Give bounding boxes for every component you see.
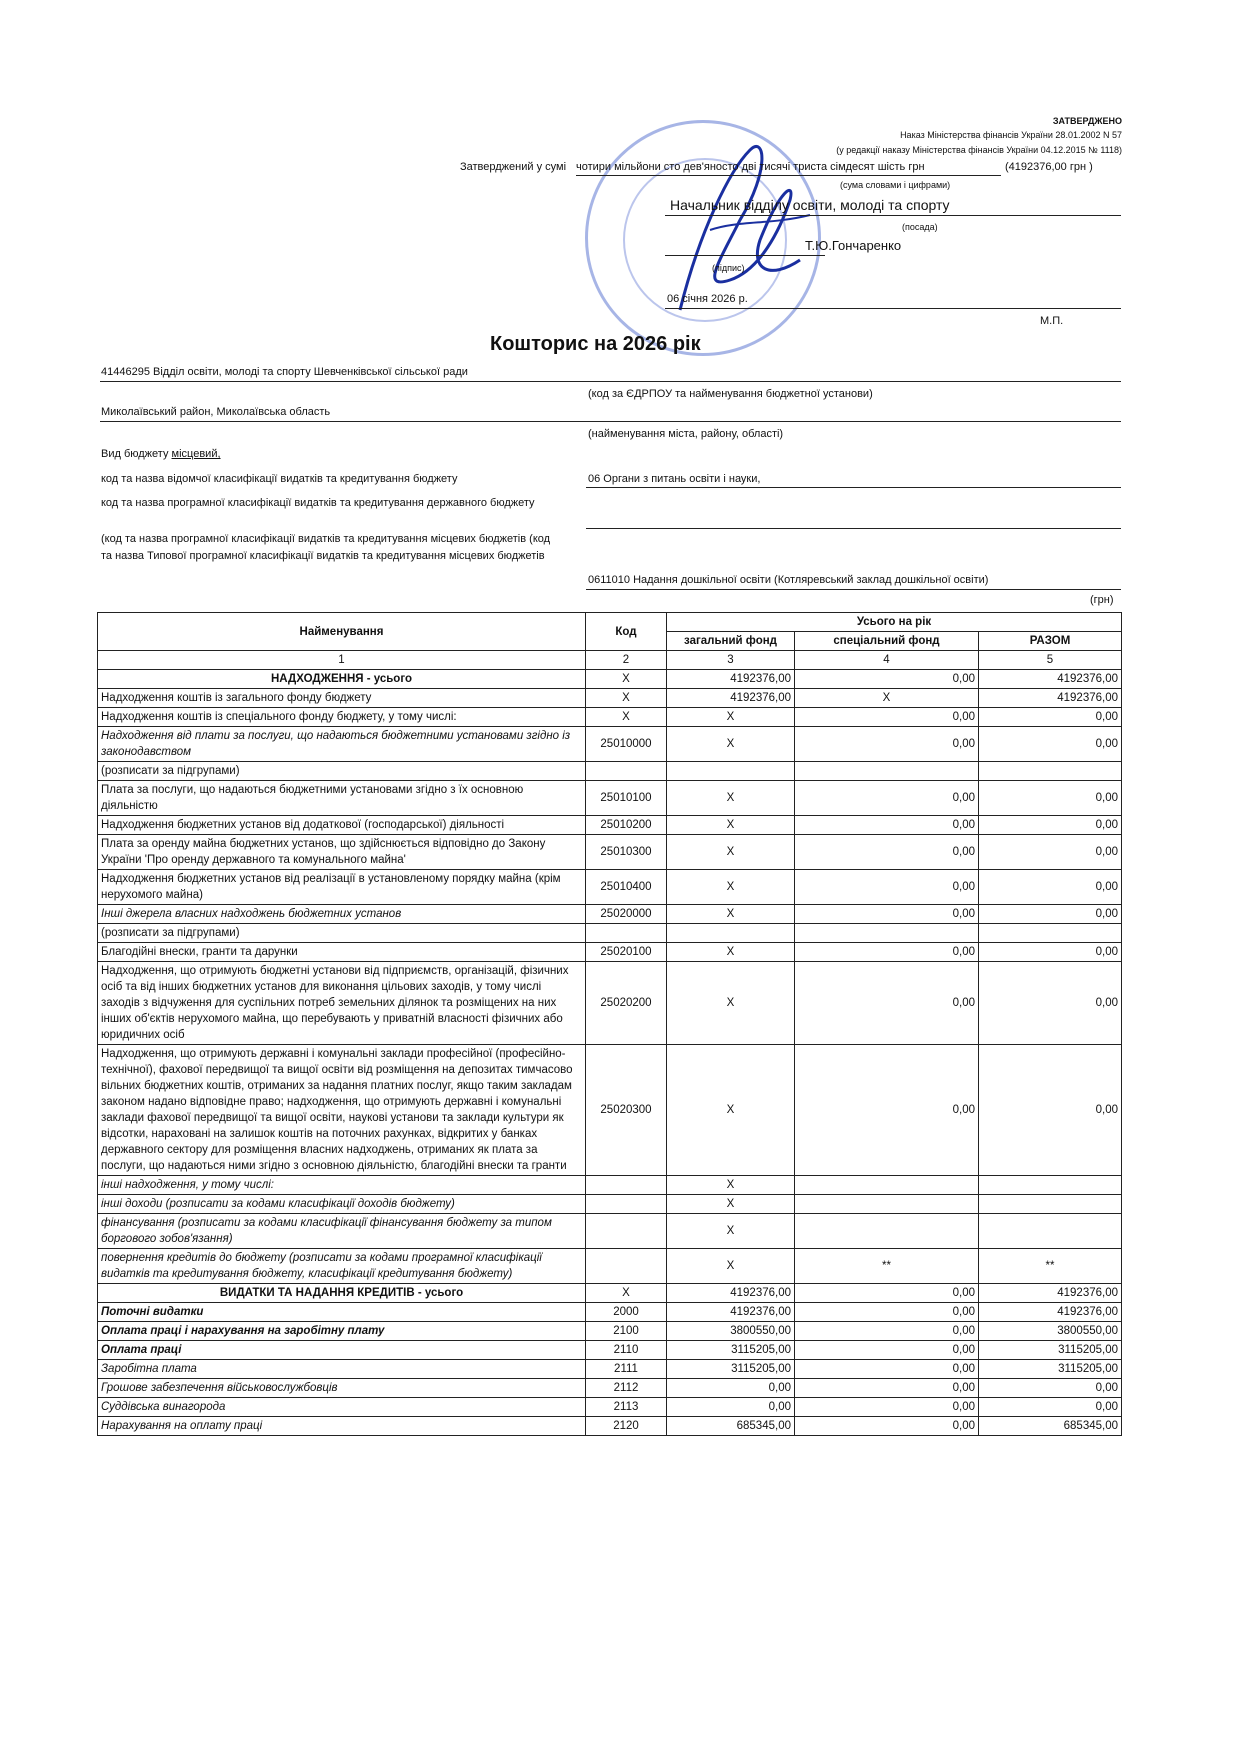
row-special: 0,00 bbox=[795, 1322, 979, 1341]
row-name: Надходження бюджетних установ від реалізації в установленому порядку майна (крім нерухомого майна) bbox=[98, 870, 586, 905]
row-name: Плата за оренду майна бюджетних установ, що здійснюється відповідно до Закону України 'Про оренду державного та комунального майна' bbox=[98, 835, 586, 870]
row-total bbox=[979, 1214, 1122, 1249]
row-general: 4192376,00 bbox=[667, 670, 795, 689]
official-name: Т.Ю.Гончаренко bbox=[805, 238, 902, 253]
row-total: ** bbox=[979, 1249, 1122, 1284]
row-code: Х bbox=[586, 1284, 667, 1303]
order-line-2: (у редакції наказу Міністерства фінансів України 04.12.2015 № 1118) bbox=[836, 145, 1122, 155]
row-general bbox=[667, 924, 795, 943]
row-code: Х bbox=[586, 689, 667, 708]
col-num-1: 1 bbox=[98, 651, 586, 670]
row-total bbox=[979, 924, 1122, 943]
col-num-4: 4 bbox=[795, 651, 979, 670]
header-sum: РАЗОМ bbox=[979, 632, 1122, 651]
row-special: 0,00 bbox=[795, 870, 979, 905]
row-total: 4192376,00 bbox=[979, 1284, 1122, 1303]
table-row bbox=[98, 762, 1122, 781]
row-total: 0,00 bbox=[979, 816, 1122, 835]
row-code: 25020000 bbox=[586, 905, 667, 924]
row-name: Нарахування на оплату праці bbox=[98, 1417, 586, 1436]
row-general: 685345,00 bbox=[667, 1417, 795, 1436]
row-special: 0,00 bbox=[795, 816, 979, 835]
table-row bbox=[98, 1195, 1122, 1214]
program-code-label: код та назва програмної класифікації видатків та кредитування державного бюджету bbox=[101, 497, 535, 509]
row-name: інші доходи (розписати за кодами класифікації доходів бюджету) bbox=[98, 1195, 586, 1214]
row-general: Х bbox=[667, 1214, 795, 1249]
header-total-year: Усього на рік bbox=[667, 613, 1122, 632]
row-name: Заробітна плата bbox=[98, 1360, 586, 1379]
row-special: 0,00 bbox=[795, 1417, 979, 1436]
edrpou-caption: (код за ЄДРПОУ та найменування бюджетної установи) bbox=[588, 388, 873, 400]
row-general: Х bbox=[667, 870, 795, 905]
unit-label: (грн) bbox=[1090, 594, 1114, 606]
local-code-label: (код та назва програмної класифікації видатків та кредитування місцевих бюджетів (код та назва Типової програмної класифікації видатків та кредитування місцевих бюджетів bbox=[101, 533, 551, 562]
table-row bbox=[98, 727, 1122, 762]
header-name: Найменування bbox=[98, 613, 586, 651]
row-special: ** bbox=[795, 1249, 979, 1284]
sum-caption: (сума словами і цифрами) bbox=[840, 180, 951, 190]
row-general: 3800550,00 bbox=[667, 1322, 795, 1341]
sum-words: чотири мільйони сто дев'яносто дві тисячі триста сімдесят шість грн bbox=[576, 161, 925, 173]
row-total: 0,00 bbox=[979, 1045, 1122, 1176]
date-underline bbox=[665, 308, 1121, 309]
row-special: 0,00 bbox=[795, 1284, 979, 1303]
table-row bbox=[98, 1176, 1122, 1195]
row-code bbox=[586, 762, 667, 781]
row-general: 3115205,00 bbox=[667, 1341, 795, 1360]
table-row bbox=[98, 1379, 1122, 1398]
row-general: Х bbox=[667, 816, 795, 835]
row-code: 2111 bbox=[586, 1360, 667, 1379]
row-code bbox=[586, 1249, 667, 1284]
row-special: 0,00 bbox=[795, 727, 979, 762]
table-row bbox=[98, 870, 1122, 905]
row-special bbox=[795, 1176, 979, 1195]
header-code: Код bbox=[586, 613, 667, 651]
table-row bbox=[98, 1045, 1122, 1176]
row-code: 25020200 bbox=[586, 962, 667, 1045]
table-row bbox=[98, 1303, 1122, 1322]
local-code-underline bbox=[586, 589, 1121, 590]
row-name: Надходження коштів із спеціального фонду бюджету, у тому числі: bbox=[98, 708, 586, 727]
table-row bbox=[98, 1341, 1122, 1360]
row-total: 0,00 bbox=[979, 943, 1122, 962]
signature-caption: (підпис) bbox=[712, 263, 745, 273]
row-code: Х bbox=[586, 670, 667, 689]
row-total: 0,00 bbox=[979, 962, 1122, 1045]
row-code: Х bbox=[586, 708, 667, 727]
table-row bbox=[98, 924, 1122, 943]
row-name: Грошове забезпечення військовослужбовців bbox=[98, 1379, 586, 1398]
row-total bbox=[979, 1176, 1122, 1195]
edrpou-underline bbox=[100, 381, 1121, 382]
header-special-fund: спеціальний фонд bbox=[795, 632, 979, 651]
col-num-3: 3 bbox=[667, 651, 795, 670]
row-general: Х bbox=[667, 708, 795, 727]
row-general: Х bbox=[667, 1045, 795, 1176]
position-underline bbox=[665, 215, 1121, 216]
row-code bbox=[586, 1214, 667, 1249]
row-code: 25010300 bbox=[586, 835, 667, 870]
row-name: Суддівська винагорода bbox=[98, 1398, 586, 1417]
row-total: 0,00 bbox=[979, 1379, 1122, 1398]
row-special: Х bbox=[795, 689, 979, 708]
row-general: 0,00 bbox=[667, 1398, 795, 1417]
row-code: 2112 bbox=[586, 1379, 667, 1398]
row-code: 25020300 bbox=[586, 1045, 667, 1176]
row-special: 0,00 bbox=[795, 835, 979, 870]
row-name: Благодійні внески, гранти та дарунки bbox=[98, 943, 586, 962]
row-general: Х bbox=[667, 1176, 795, 1195]
row-total: 4192376,00 bbox=[979, 1303, 1122, 1322]
row-code: 25010000 bbox=[586, 727, 667, 762]
table-row bbox=[98, 943, 1122, 962]
col-num-2: 2 bbox=[586, 651, 667, 670]
row-name: (розписати за підгрупами) bbox=[98, 762, 586, 781]
table-row bbox=[98, 835, 1122, 870]
row-name: Надходження, що отримують бюджетні установи від підприємств, організацій, фізичних осіб та від інших бюджетних установ для виконання цільових заходів, у тому числі заходів з відчуження для суспільних потреб земельних ділянок та розміщених на них інших об'єктів нерухомого майна, що перебувають у приватній власності фізичних або юридичних осіб bbox=[98, 962, 586, 1045]
budget-type bbox=[101, 448, 221, 460]
row-general: Х bbox=[667, 1195, 795, 1214]
row-total: 0,00 bbox=[979, 708, 1122, 727]
row-general: Х bbox=[667, 962, 795, 1045]
row-name: Поточні видатки bbox=[98, 1303, 586, 1322]
row-total: 685345,00 bbox=[979, 1417, 1122, 1436]
table-row bbox=[98, 1360, 1122, 1379]
location-text: Миколаївський район, Миколаївська область bbox=[101, 406, 331, 418]
row-code: 2110 bbox=[586, 1341, 667, 1360]
row-special: 0,00 bbox=[795, 1303, 979, 1322]
mp-label: М.П. bbox=[1040, 315, 1064, 327]
table-row bbox=[98, 708, 1122, 727]
row-special bbox=[795, 1195, 979, 1214]
position-caption: (посада) bbox=[902, 222, 938, 232]
dept-code-underline bbox=[586, 487, 1121, 488]
row-code: 2113 bbox=[586, 1398, 667, 1417]
row-code bbox=[586, 1176, 667, 1195]
row-code bbox=[586, 924, 667, 943]
row-total: 0,00 bbox=[979, 905, 1122, 924]
location-caption: (найменування міста, району, області) bbox=[588, 428, 784, 440]
order-line-1: Наказ Міністерства фінансів України 28.01.2002 N 57 bbox=[900, 130, 1122, 140]
table-row bbox=[98, 1214, 1122, 1249]
row-total: 4192376,00 bbox=[979, 689, 1122, 708]
row-code bbox=[586, 1195, 667, 1214]
row-total: 0,00 bbox=[979, 1398, 1122, 1417]
row-code: 2100 bbox=[586, 1322, 667, 1341]
row-name: інші надходження, у тому числі: bbox=[98, 1176, 586, 1195]
approval-date: 06 січня 2026 р. bbox=[667, 293, 748, 305]
row-general: Х bbox=[667, 943, 795, 962]
row-special: 0,00 bbox=[795, 1360, 979, 1379]
row-total: 0,00 bbox=[979, 835, 1122, 870]
row-special: 0,00 bbox=[795, 1045, 979, 1176]
row-total: 0,00 bbox=[979, 870, 1122, 905]
row-code: 25020100 bbox=[586, 943, 667, 962]
table-row bbox=[98, 1284, 1122, 1303]
row-total: 4192376,00 bbox=[979, 670, 1122, 689]
table-row bbox=[98, 1322, 1122, 1341]
dept-code-value: 06 Органи з питань освіти і науки, bbox=[588, 473, 761, 485]
position-text: Начальник відділу освіти, молоді та спорту bbox=[670, 197, 950, 213]
col-num-5: 5 bbox=[979, 651, 1122, 670]
row-code: 25010100 bbox=[586, 781, 667, 816]
edrpou-name: 41446295 Відділ освіти, молоді та спорту Шевченківської сільської ради bbox=[101, 366, 468, 378]
header-general-fund: загальний фонд bbox=[667, 632, 795, 651]
approved-label: ЗАТВЕРДЖЕНО bbox=[1052, 116, 1122, 126]
row-name: повернення кредитів до бюджету (розписати за кодами програмної класифікації видатків та кредитування бюджету, класифікації кредитування бюджету) bbox=[98, 1249, 586, 1284]
row-name: Надходження, що отримують державні і комунальні заклади професійної (професійно-технічної), фахової передвищої та вищої освіти від розміщення на депозитах тимчасово вільних бюджетних коштів, отриманих за надання платних послуг, якщо таким закладам законом надано відповідне право; надходження, що отримують державні і комунальні заклади фахової передвищої та вищої освіти, наукові установи та заклади культури як відсотки, нараховані на залишок коштів на поточних рахунках, відкритих у банках державного сектору для розміщення власних надходжень, отриманих як плата за послуги, що надаються ними згідно з основною діяльністю, благодійні внески та гранти bbox=[98, 1045, 586, 1176]
row-total: 0,00 bbox=[979, 727, 1122, 762]
table-row bbox=[98, 781, 1122, 816]
row-special bbox=[795, 924, 979, 943]
table-row bbox=[98, 962, 1122, 1045]
row-general: 4192376,00 bbox=[667, 689, 795, 708]
row-general bbox=[667, 762, 795, 781]
row-special bbox=[795, 1214, 979, 1249]
row-special bbox=[795, 762, 979, 781]
dept-code-label: код та назва відомчої класифікації видатків та кредитування бюджету bbox=[101, 473, 458, 485]
row-general: 4192376,00 bbox=[667, 1303, 795, 1322]
row-code: 25010200 bbox=[586, 816, 667, 835]
row-general: Х bbox=[667, 727, 795, 762]
row-name: Надходження бюджетних установ від додаткової (господарської) діяльності bbox=[98, 816, 586, 835]
budget-type-value: місцевий, bbox=[171, 448, 221, 460]
row-general: Х bbox=[667, 905, 795, 924]
program-code-underline bbox=[586, 528, 1121, 529]
table-row bbox=[98, 1249, 1122, 1284]
budget-type-label: Вид бюджету bbox=[101, 448, 169, 460]
row-name: Надходження від плати за послуги, що надаються бюджетними установами згідно із законодавством bbox=[98, 727, 586, 762]
row-total: 3800550,00 bbox=[979, 1322, 1122, 1341]
row-special: 0,00 bbox=[795, 905, 979, 924]
row-general: 3115205,00 bbox=[667, 1360, 795, 1379]
row-special: 0,00 bbox=[795, 1379, 979, 1398]
table-row bbox=[98, 816, 1122, 835]
row-total bbox=[979, 1195, 1122, 1214]
row-total bbox=[979, 762, 1122, 781]
row-total: 0,00 bbox=[979, 781, 1122, 816]
row-general: Х bbox=[667, 835, 795, 870]
document-title: Кошторис на 2026 рік bbox=[490, 333, 701, 355]
row-special: 0,00 bbox=[795, 1341, 979, 1360]
row-code: 25010400 bbox=[586, 870, 667, 905]
row-name: Оплата праці і нарахування на заробітну плату bbox=[98, 1322, 586, 1341]
sum-digits: (4192376,00 грн ) bbox=[1005, 161, 1093, 173]
sum-prefix: Затверджений у сумі bbox=[460, 161, 567, 173]
table-row bbox=[98, 1417, 1122, 1436]
row-special: 0,00 bbox=[795, 708, 979, 727]
row-name: Оплата праці bbox=[98, 1341, 586, 1360]
row-name: Плата за послуги, що надаються бюджетними установами згідно з їх основною діяльністю bbox=[98, 781, 586, 816]
table-row bbox=[98, 1398, 1122, 1417]
local-code-value: 0611010 Надання дошкільної освіти (Котляревський заклад дошкільної освіти) bbox=[588, 574, 989, 586]
row-general: Х bbox=[667, 1249, 795, 1284]
row-special: 0,00 bbox=[795, 670, 979, 689]
row-name: Надходження коштів із загального фонду бюджету bbox=[98, 689, 586, 708]
row-code: 2120 bbox=[586, 1417, 667, 1436]
row-code: 2000 bbox=[586, 1303, 667, 1322]
row-special: 0,00 bbox=[795, 943, 979, 962]
table-row bbox=[98, 905, 1122, 924]
row-name: (розписати за підгрупами) bbox=[98, 924, 586, 943]
location-underline bbox=[100, 421, 1121, 422]
row-total: 3115205,00 bbox=[979, 1360, 1122, 1379]
table-row bbox=[98, 689, 1122, 708]
estimate-table bbox=[97, 612, 1122, 1436]
row-total: 3115205,00 bbox=[979, 1341, 1122, 1360]
row-special: 0,00 bbox=[795, 962, 979, 1045]
row-general: 4192376,00 bbox=[667, 1284, 795, 1303]
sum-underline bbox=[576, 175, 1001, 176]
row-general: 0,00 bbox=[667, 1379, 795, 1398]
row-name: Інші джерела власних надходжень бюджетних установ bbox=[98, 905, 586, 924]
row-name: НАДХОДЖЕННЯ - усього bbox=[98, 670, 586, 689]
row-name: фінансування (розписати за кодами класифікації фінансування бюджету за типом боргового зобов'язання) bbox=[98, 1214, 586, 1249]
row-name: ВИДАТКИ ТА НАДАННЯ КРЕДИТІВ - усього bbox=[98, 1284, 586, 1303]
signature-underline bbox=[665, 255, 825, 256]
row-special: 0,00 bbox=[795, 781, 979, 816]
row-special: 0,00 bbox=[795, 1398, 979, 1417]
table-row bbox=[98, 670, 1122, 689]
row-general: Х bbox=[667, 781, 795, 816]
